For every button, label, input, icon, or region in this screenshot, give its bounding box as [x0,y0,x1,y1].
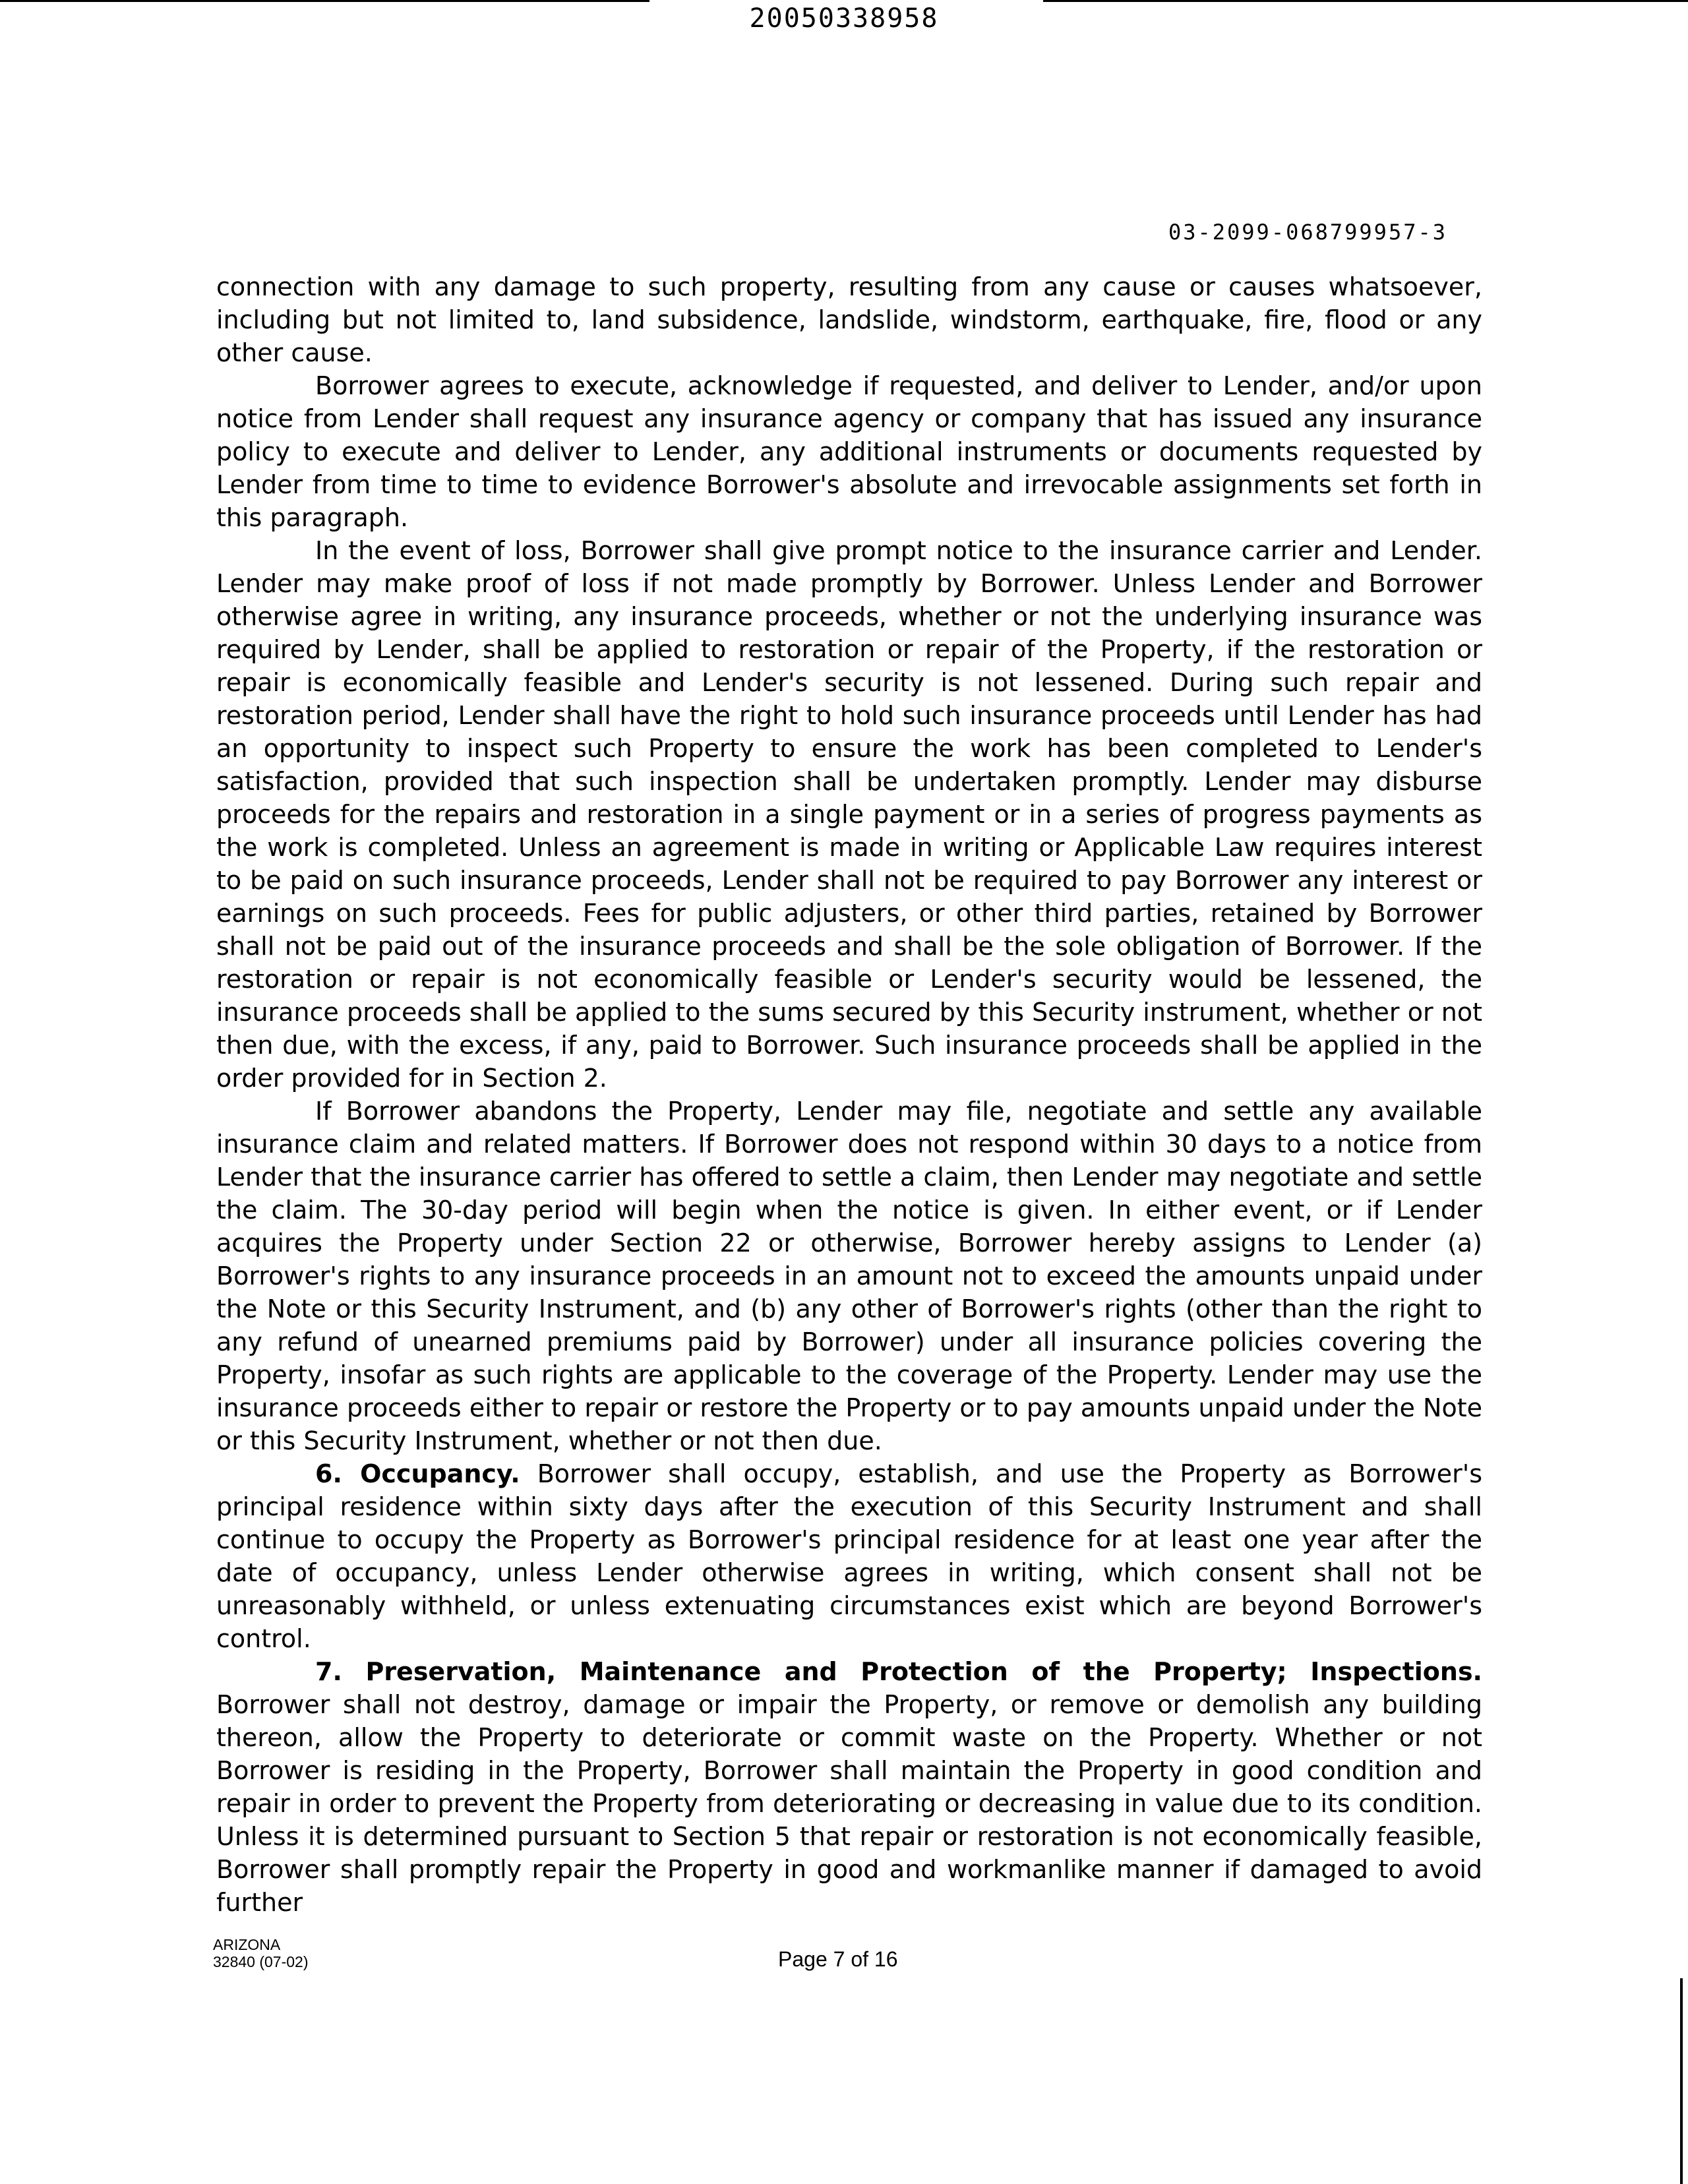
paragraph-event-of-loss: In the event of loss, Borrower shall give prompt notice to the insurance carrier and Lender. Lender may make proof of loss if not made promptly by Borrower. Unless Lender and Borrower otherwise agree in writing, any insurance proceeds, whether or not the underlying insurance was required by Lender, shall be applied to restoration or repair of the Property, if the restoration or repair is economically feasible and Lender's security is not lessened. During such repair and restoration period, Lender shall have the right to hold such insurance proceeds until Lender has had an opportunity to inspect such Property to ensure the work has been completed to Lender's satisfaction, provided that such inspection shall be undertaken promptly. Lender may disburse proceeds for the repairs and restoration in a single payment or in a series of progress payments as the work is completed. Unless an agreement is made in writing or Applicable Law requires interest to be paid on such insurance proceeds, Lender shall not be required to pay Borrower any interest or earnings on such proceeds. Fees for public adjusters, or other third parties, retained by Borrower shall not be paid out of the insurance proceeds and shall be the sole obligation of Borrower. If the restoration or repair is not economically feasible or Lender's security would be lessened, the insurance proceeds shall be applied to the sums secured by this Security instrument, whether or not then due, with the excess, if any, paid to Borrower. Such insurance proceeds shall be applied in the order provided for in Section 2. [216,536,1482,1093]
document-body [216,270,1482,1919]
scan-edge-line [1680,1978,1683,2184]
footer-state: ARIZONA [213,1936,281,1953]
paragraph-abandonment: If Borrower abandons the Property, Lender may file, negotiate and settle any available insurance claim and related matters. If Borrower does not respond within 30 days to a notice from Lender that the insurance carrier has offered to settle a claim, then Lender may negotiate and settle the claim. The 30-day period will begin when the notice is given. In either event, or if Lender acquires the Property under Section 22 or otherwise, Borrower hereby assigns to Lender (a) Borrower's rights to any insurance proceeds in an amount not to exceed the amounts unpaid under the Note or this Security Instrument, and (b) any other of Borrower's rights (other than the right to any refund of unearned premiums paid by Borrower) under all insurance policies covering the Property, insofar as such rights are applicable to the coverage of the Property. Lender may use the insurance proceeds either to repair or restore the Property or to pay amounts unpaid under the Note or this Security Instrument, whether or not then due. [216,1097,1482,1455]
top-rule-right [1043,0,1688,2]
top-rule-left [0,0,649,2]
section-6-occupancy [216,1457,1482,1655]
section-7-heading: 7. Preservation, Maintenance and Protection of the Property; Inspections. [315,1657,1482,1686]
recording-number: 20050338958 [749,3,939,34]
paragraph-continuation: connection with any damage to such property, resulting from any cause or causes whatsoever, including but not limited to, land subsidence, landslide, windstorm, earthquake, fire, flood or any other cause. [216,272,1482,367]
paragraph-assignment: Borrower agrees to execute, acknowledge if requested, and deliver to Lender, and/or upon notice from Lender shall request any insurance agency or company that has issued any insurance policy to execute and deliver to Lender, any additional instruments or documents requested by Lender from time to time to evidence Borrower's absolute and irrevocable assignments set forth in this paragraph. [216,371,1482,532]
footer-form-code: 32840 (07-02) [213,1953,309,1970]
section-7-text: Borrower shall not destroy, damage or impair the Property, or remove or demolish any building thereon, allow the Property to deteriorate or commit waste on the Property. Whether or not Borrower is residing in the Property, Borrower shall maintain the Property in good condition and repair in order to prevent the Property from deteriorating or decreasing in value due to its condition. Unless it is determined pursuant to Section 5 that repair or restoration is not economically feasible, Borrower shall promptly repair the Property in good and workmanlike manner if damaged to avoid further [216,1690,1482,1917]
section-6-heading: 6. Occupancy. [315,1459,520,1488]
page-number: Page 7 of 16 [778,1947,898,1971]
loan-number: 03-2099-068799957-3 [1168,220,1447,245]
section-7-preservation [216,1655,1482,1919]
footer-form-info [213,1936,309,1970]
section-6-text: Borrower shall occupy, establish, and use the Property as Borrower's principal residence within sixty days after the execution of this Security Instrument and shall continue to occupy the Property as Borrower's principal residence for at least one year after the date of occupancy, unless Lender otherwise agrees in writing, which consent shall not be unreasonably withheld, or unless extenuating circumstances exist which are beyond Borrower's control. [216,1459,1483,1653]
